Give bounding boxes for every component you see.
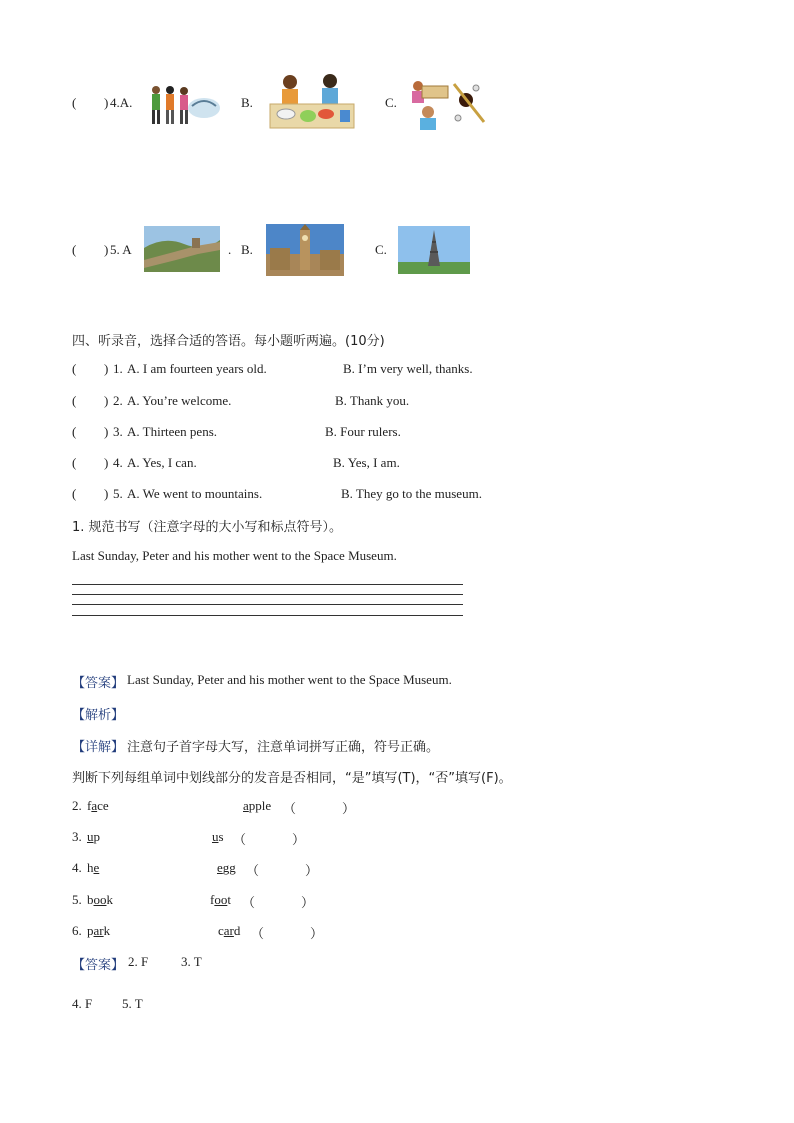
option-a: A. You’re welcome. [127, 393, 232, 408]
item-number: 5. [72, 892, 82, 907]
people-walking-illustration [142, 80, 222, 130]
option-b: B. Thank you. [335, 393, 410, 408]
writing-line [72, 604, 463, 605]
option-a: A. Yes, I can. [127, 455, 197, 470]
item-paren-open: ( [72, 361, 77, 376]
option-b: B. I’m very well, thanks. [343, 361, 473, 376]
item-paren-close: ) [104, 424, 109, 439]
item-number: 4. [72, 860, 82, 875]
item-number: 3. [72, 829, 82, 844]
item-paren-close: ) [104, 361, 109, 376]
blank-open: （ [233, 832, 247, 847]
blank-close: ） [305, 863, 319, 878]
blank-close: ） [342, 801, 356, 816]
item-paren-close: ) [104, 455, 109, 470]
option-b: B. Yes, I am. [333, 455, 400, 470]
q4-paren-open: ( [72, 95, 77, 110]
word-two: us [212, 829, 224, 844]
q5-option-b: B. [241, 242, 253, 257]
word-two: egg [217, 860, 236, 875]
answer-item: 3. T [181, 954, 202, 969]
word-one: book [87, 892, 113, 907]
q4-number: 4.A. [110, 95, 133, 110]
writing-line [72, 584, 463, 585]
item-paren-open: ( [72, 486, 77, 501]
q5-paren-close: ) [104, 242, 109, 257]
blank-close: ） [301, 895, 315, 910]
answer-tag: 【答案】 [72, 676, 125, 691]
word-one: park [87, 923, 111, 938]
writing-heading: 1. 规范书写（注意字母的大小写和标点符号）。 [72, 520, 343, 535]
big-ben-photo [266, 224, 344, 276]
item-paren-open: ( [72, 455, 77, 470]
writing-sentence: Last Sunday, Peter and his mother went to the Space Museum. [72, 548, 397, 563]
item-number: 3. [113, 424, 123, 439]
word-two: card [218, 923, 241, 938]
answer-item: 2. F [128, 954, 149, 969]
dining-table-illustration [268, 72, 356, 130]
blank-open: （ [246, 863, 260, 878]
item-paren-close: ) [104, 486, 109, 501]
great-wall-photo [144, 226, 220, 272]
answer-text: Last Sunday, Peter and his mother went to the Space Museum. [127, 672, 452, 687]
blank-open: （ [283, 801, 297, 816]
item-number: 4. [113, 455, 123, 470]
q5-number: 5. A [110, 242, 132, 257]
item-number: 5. [113, 486, 123, 501]
blank-close: ） [310, 926, 324, 941]
analysis-tag: 【解析】 [72, 708, 125, 723]
option-a: A. We went to mountains. [127, 486, 263, 501]
word-one: up [87, 829, 100, 844]
detail-tag: 【详解】 [72, 740, 125, 755]
q4-option-c: C. [385, 95, 397, 110]
word-one: he [87, 860, 100, 875]
section4-heading: 四、听录音，选择合适的答语。每小题听两遍。(10分) [72, 334, 385, 349]
q5-dot: . [228, 242, 232, 257]
word-one: face [87, 798, 109, 813]
detail-text: 注意句子首字母大写，注意单词拼写正确，符号正确。 [127, 740, 440, 755]
writing-line [72, 615, 463, 616]
item-paren-close: ) [104, 393, 109, 408]
item-paren-open: ( [72, 393, 77, 408]
judge-instruction: 判断下列每组单词中划线部分的发音是否相同，“是”填写(T)，“否”填写(F)。 [72, 771, 512, 786]
blank-open: （ [251, 926, 265, 941]
blank-close: ） [292, 832, 306, 847]
blank-open: （ [242, 895, 256, 910]
answer-item: 5. T [122, 996, 143, 1011]
cooking-and-sports-illustration [406, 78, 488, 132]
eiffel-tower-photo [398, 226, 470, 274]
item-number: 6. [72, 923, 82, 938]
answer-tag: 【答案】 [72, 958, 125, 973]
item-number: 2. [113, 393, 123, 408]
item-paren-open: ( [72, 424, 77, 439]
q4-option-b: B. [241, 95, 253, 110]
word-two: foot [210, 892, 231, 907]
q5-paren-open: ( [72, 242, 77, 257]
writing-line [72, 594, 463, 595]
answer-item: 4. F [72, 996, 93, 1011]
word-two: apple [243, 798, 272, 813]
item-number: 2. [72, 798, 82, 813]
option-a: A. I am fourteen years old. [127, 361, 267, 376]
option-a: A. Thirteen pens. [127, 424, 218, 439]
q5-option-c: C. [375, 242, 387, 257]
q4-paren-close: ) [104, 95, 109, 110]
item-number: 1. [113, 361, 123, 376]
option-b: B. Four rulers. [325, 424, 401, 439]
option-b: B. They go to the museum. [341, 486, 482, 501]
